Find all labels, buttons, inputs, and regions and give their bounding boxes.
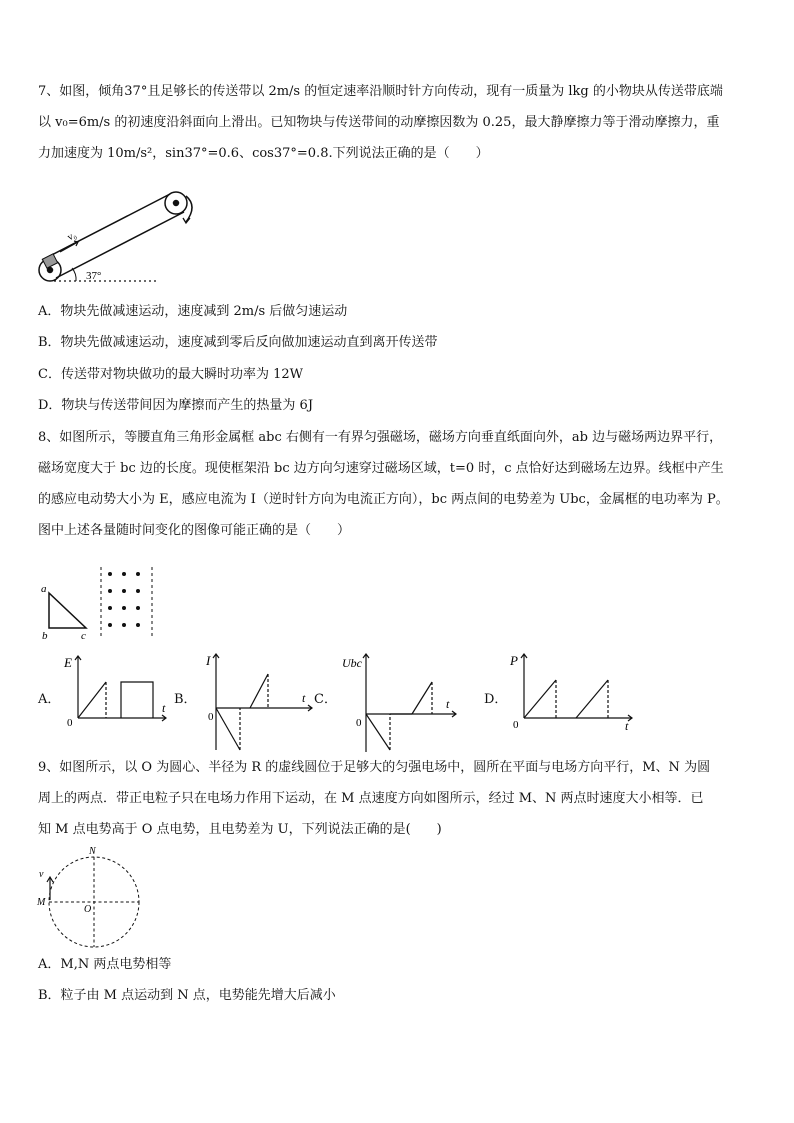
graph-b-xlabel: t xyxy=(302,691,306,705)
v0-label: v₀ xyxy=(65,229,79,244)
point-o-label: O xyxy=(84,904,92,915)
question-8-line-2: 磁场宽度大于 bc 边的长度。现使框架沿 bc 边方向匀速穿过磁场区域，t=0 时，c 点恰好达到磁场左边界。线框中产生 xyxy=(38,461,724,476)
graph-d-power xyxy=(508,650,638,732)
graph-b-ylabel: I xyxy=(206,653,211,668)
conveyor-belt-figure xyxy=(30,182,220,286)
q7-option-c[interactable]: C．传送带对物块做功的最大瞬时功率为 12W xyxy=(38,367,303,382)
q7-option-d[interactable]: D．物块与传送带间因为摩擦而产生的热量为 6J xyxy=(38,398,314,413)
vertex-a: a xyxy=(41,583,47,595)
q9-option-a[interactable]: A．M,N 两点电势相等 xyxy=(38,957,172,972)
graph-a-xlabel: t xyxy=(162,701,166,715)
q8-option-b-label[interactable]: B． xyxy=(174,692,197,707)
angle-label: 37° xyxy=(86,270,102,282)
q7-option-a[interactable]: A．物块先做减速运动，速度减到 2m/s 后做匀速运动 xyxy=(38,304,348,319)
graph-c-ylabel: Ubc xyxy=(342,656,362,670)
graph-a-emf xyxy=(62,652,172,734)
graph-d-ylabel: P xyxy=(510,653,518,668)
graph-d-origin: 0 xyxy=(513,719,519,731)
q7-option-b[interactable]: B．物块先做减速运动，速度减到零后反向做加速运动直到离开传送带 xyxy=(38,335,438,350)
question-7-line-1: 7、如图，倾角37°且足够长的传送带以 2m/s 的恒定速率沿顺时针方向传动，现有一质量为 lkg 的小物块从传送带底端 xyxy=(38,84,723,99)
question-9-line-2: 周上的两点．带正电粒子只在电场力作用下运动，在 M 点速度方向如图所示，经过 M、N 两点时速度大小相等．已 xyxy=(38,791,704,806)
question-9-line-3: 知 M 点电势高于 O 点电势，且电势差为 U，下列说法正确的是( ) xyxy=(38,822,442,837)
question-9-stem xyxy=(38,752,758,845)
graph-b-current xyxy=(200,650,320,755)
point-n-label: N xyxy=(89,846,96,857)
q8-option-d-label[interactable]: D． xyxy=(484,692,508,707)
graph-a-ylabel: E xyxy=(64,655,72,670)
question-7-line-2: 以 v₀=6m/s 的初速度沿斜面向上滑出。已知物块与传送带间的动摩擦因数为 0.25，最大静摩擦力等于滑动摩擦力，重 xyxy=(38,115,720,130)
q8-option-c-label[interactable]: C． xyxy=(314,692,337,707)
graph-d-xlabel: t xyxy=(625,719,629,732)
velocity-label: v xyxy=(39,869,44,880)
triangle-field-figure xyxy=(38,565,168,643)
question-8-stem xyxy=(38,422,758,546)
graph-b-origin: 0 xyxy=(208,711,214,723)
vertex-b: b xyxy=(42,630,48,642)
question-7-line-3: 力加速度为 10m/s²，sin37°=0.6、cos37°=0.8.下列说法正确的是（ ） xyxy=(38,146,489,161)
question-8-line-4: 图中上述各量随时间变化的图像可能正确的是（ ） xyxy=(38,523,351,538)
vertex-c: c xyxy=(81,630,86,642)
graph-c-origin: 0 xyxy=(356,717,362,729)
graph-a-origin: 0 xyxy=(67,717,73,729)
point-m-label: M xyxy=(37,897,46,908)
graph-c-xlabel: t xyxy=(446,697,450,711)
graph-c-voltage xyxy=(340,650,460,755)
question-9-line-1: 9、如图所示，以 O 为圆心、半径为 R 的虚线圆位于足够大的匀强电场中，圆所在平面与电场方向平行，M、N 为圆 xyxy=(38,760,711,775)
q8-option-a-label[interactable]: A． xyxy=(38,692,61,707)
question-7-stem xyxy=(38,76,758,169)
circle-field-figure xyxy=(36,844,156,950)
q9-option-b[interactable]: B．粒子由 M 点运动到 N 点，电势能先增大后减小 xyxy=(38,988,336,1003)
question-8-line-3: 的感应电动势大小为 E，感应电流为 I（逆时针方向为电流正方向），bc 两点间的电势差为 Ubc，金属框的电功率为 P。 xyxy=(38,492,729,507)
question-8-line-1: 8、如图所示，等腰直角三角形金属框 abc 右侧有一有界匀强磁场，磁场方向垂直纸面向外，ab 边与磁场两边界平行， xyxy=(38,430,723,445)
